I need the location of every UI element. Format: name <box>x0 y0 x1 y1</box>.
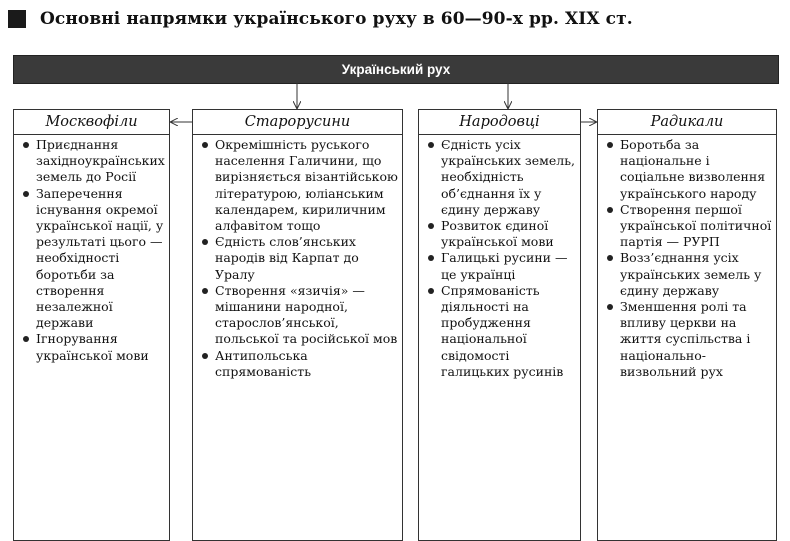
list-item: Єдність слов’янських народів від Карпат до Уралу <box>197 234 398 283</box>
column-title: Народовці <box>418 109 581 135</box>
column-narodovtsi <box>418 109 581 541</box>
column-moskvofily <box>13 109 170 541</box>
ukrainian-movement-box <box>13 55 779 84</box>
ukrainian-movement-label: Український рух <box>341 62 451 77</box>
page-title: Основні напрямки українського руху в 60—90-х рр. XIX ст. <box>40 9 633 29</box>
column-body <box>597 135 777 541</box>
list-item: Окремішність руського населення Галичини, що вирізняється візантійською літературою, юліанським календарем, кириличним алфавітом тощо <box>197 137 398 234</box>
list-item: Спрямованість діяльності на пробудження національної свідомості галицьких русинів <box>423 283 576 380</box>
list-item: Возз’єднання усіх українських земель у єдину державу <box>602 250 772 299</box>
column-title: Москвофіли <box>13 109 170 135</box>
list-item: Приєднання західноукраїнських земель до Росії <box>18 137 165 186</box>
page-heading <box>8 8 633 30</box>
column-title: Радикали <box>597 109 777 135</box>
column-radykaly <box>597 109 777 541</box>
column-body <box>13 135 170 541</box>
list-item: Єдність усіх українських земель, необхідність об’єднання їх у єдину державу <box>423 137 576 218</box>
column-body <box>192 135 403 541</box>
column-title: Старорусини <box>192 109 403 135</box>
list-item: Ігнорування української мови <box>18 331 165 363</box>
list-item: Створення «язичія» — мішанини народної, старослов’янської, польської та російської мов <box>197 283 398 348</box>
list-item: Антипольська спрямованість <box>197 348 398 380</box>
list-item: Розвиток єдиної української мови <box>423 218 576 250</box>
list-item: Боротьба за національне і соціальне визволення українського народу <box>602 137 772 202</box>
list-item: Заперечення існування окремої української нації, у результаті цього — необхідності боротьби за створення незалежної держави <box>18 186 165 332</box>
list-item: Створення першої української політичної партія — РУРП <box>602 202 772 251</box>
list-item: Зменшення ролі та впливу церкви на життя суспільства і національно-визвольний рух <box>602 299 772 380</box>
list-item: Галицькі русини — це українці <box>423 250 576 282</box>
heading-square-icon <box>8 10 26 28</box>
column-starorusyny <box>192 109 403 541</box>
column-body <box>418 135 581 541</box>
